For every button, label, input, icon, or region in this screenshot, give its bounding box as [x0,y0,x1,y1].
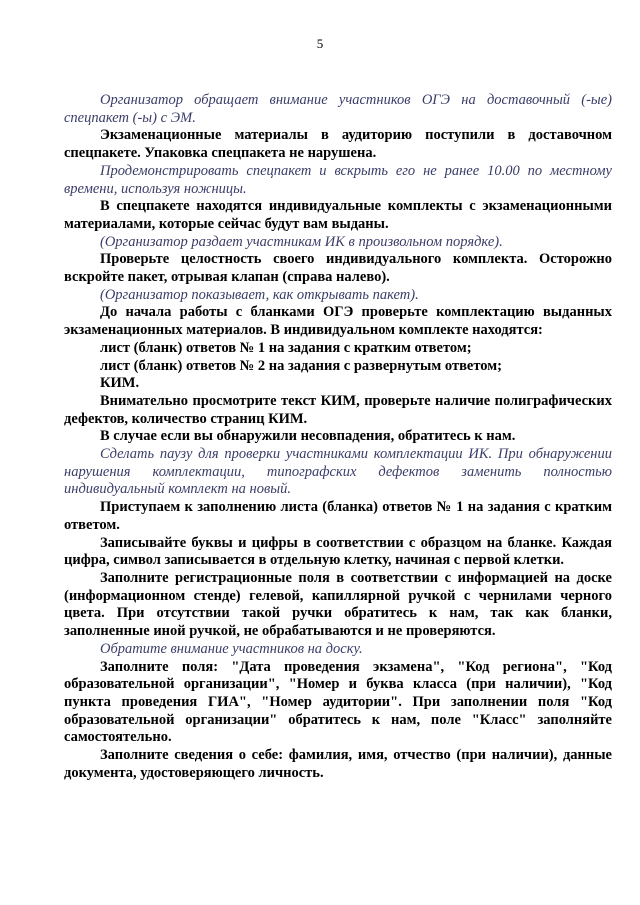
document-body [64,92,612,782]
speech-materials-arrived: Экзаменационные материалы в аудиторию поступили в доставочном спецпакете. Упаковка спецпакета не нарушена. [64,127,612,162]
speech-review-kim: Внимательно просмотрите текст КИМ, проверьте наличие полиграфических дефектов, количество страниц КИМ. [64,392,612,427]
speech-start-answer-sheet-1: Приступаем к заполнению листа (бланка) ответов № 1 на задания с кратким ответом. [64,499,612,533]
kit-item-kim: КИМ. [100,375,140,392]
instruction-open-envelope: Продемонстрировать спецпакет и вскрыть его не ранее 10.00 по местному времени, используя ножницы. [64,162,612,197]
speech-write-characters: Записывайте буквы и цифры в соответствии с образцом на бланке. Каждая цифра, символ записывается в отдельную клетку, начиная с первой клетки. [64,534,612,569]
speech-individual-kits: В спецпакете находятся индивидуальные комплекты с экзаменационными материалами, которые сейчас будут вам выданы. [64,198,612,232]
kit-item-answer-sheet-2: лист (бланк) ответов № 2 на задания с развернутым ответом; [100,357,502,374]
page-number: 5 [316,36,324,51]
instruction-attention-board: Обратите внимание участников на доску. [100,640,363,657]
speech-fill-personal-info: Заполните сведения о себе: фамилия, имя, отчество (при наличии), данные документа, удостоверяющего личность. [64,747,612,781]
speech-fill-registration-fields: Заполните регистрационные поля в соответствии с информацией на доске (информационном стенде) гелевой, капиллярной ручкой с чернилами черного цвета. При отсутствии такой ручки обратитесь к нам, так как бланки, заполненные иной ручкой, не обрабатываются и не проверяются. [64,569,612,640]
speech-check-kit-integrity: Проверьте целостность своего индивидуального комплекта. Осторожно вскройте пакет, отрывая клапан (справа налево). [64,251,612,286]
kit-item-answer-sheet-1: лист (бланк) ответов № 1 на задания с кратким ответом; [100,339,472,356]
instruction-show-opening: (Организатор показывает, как открывать пакет). [100,286,419,303]
speech-check-contents: До начала работы с бланками ОГЭ проверьте комплектацию выданных экзаменационных материалов. В индивидуальном комплекте находятся: [64,304,612,339]
speech-report-mismatch: В случае если вы обнаружили несовпадения, обратитесь к нам. [100,428,516,445]
instruction-distribute-kits: (Организатор раздает участникам ИК в произвольном порядке). [100,233,503,250]
speech-fill-fields-list: Заполните поля: "Дата проведения экзамена", "Код региона", "Код образовательной организации", "Номер и буква класса (при наличии), "Код пункта проведения ГИА", "Номер аудитории". При заполнении поля "Код образовательной организации" обратитесь к нам, поле "Класс" заполняйте самостоятельно. [64,658,612,746]
instruction-envelope-attention: Организатор обращает внимание участников ОГЭ на доставочный (-ые) спецпакет (-ы) с ЭМ. [64,92,612,126]
instruction-pause-check: Сделать паузу для проверки участниками комплектации ИК. При обнаружении нарушения комплектации, типографских дефектов заменить полностью индивидуальный комплект на новый. [64,446,612,498]
